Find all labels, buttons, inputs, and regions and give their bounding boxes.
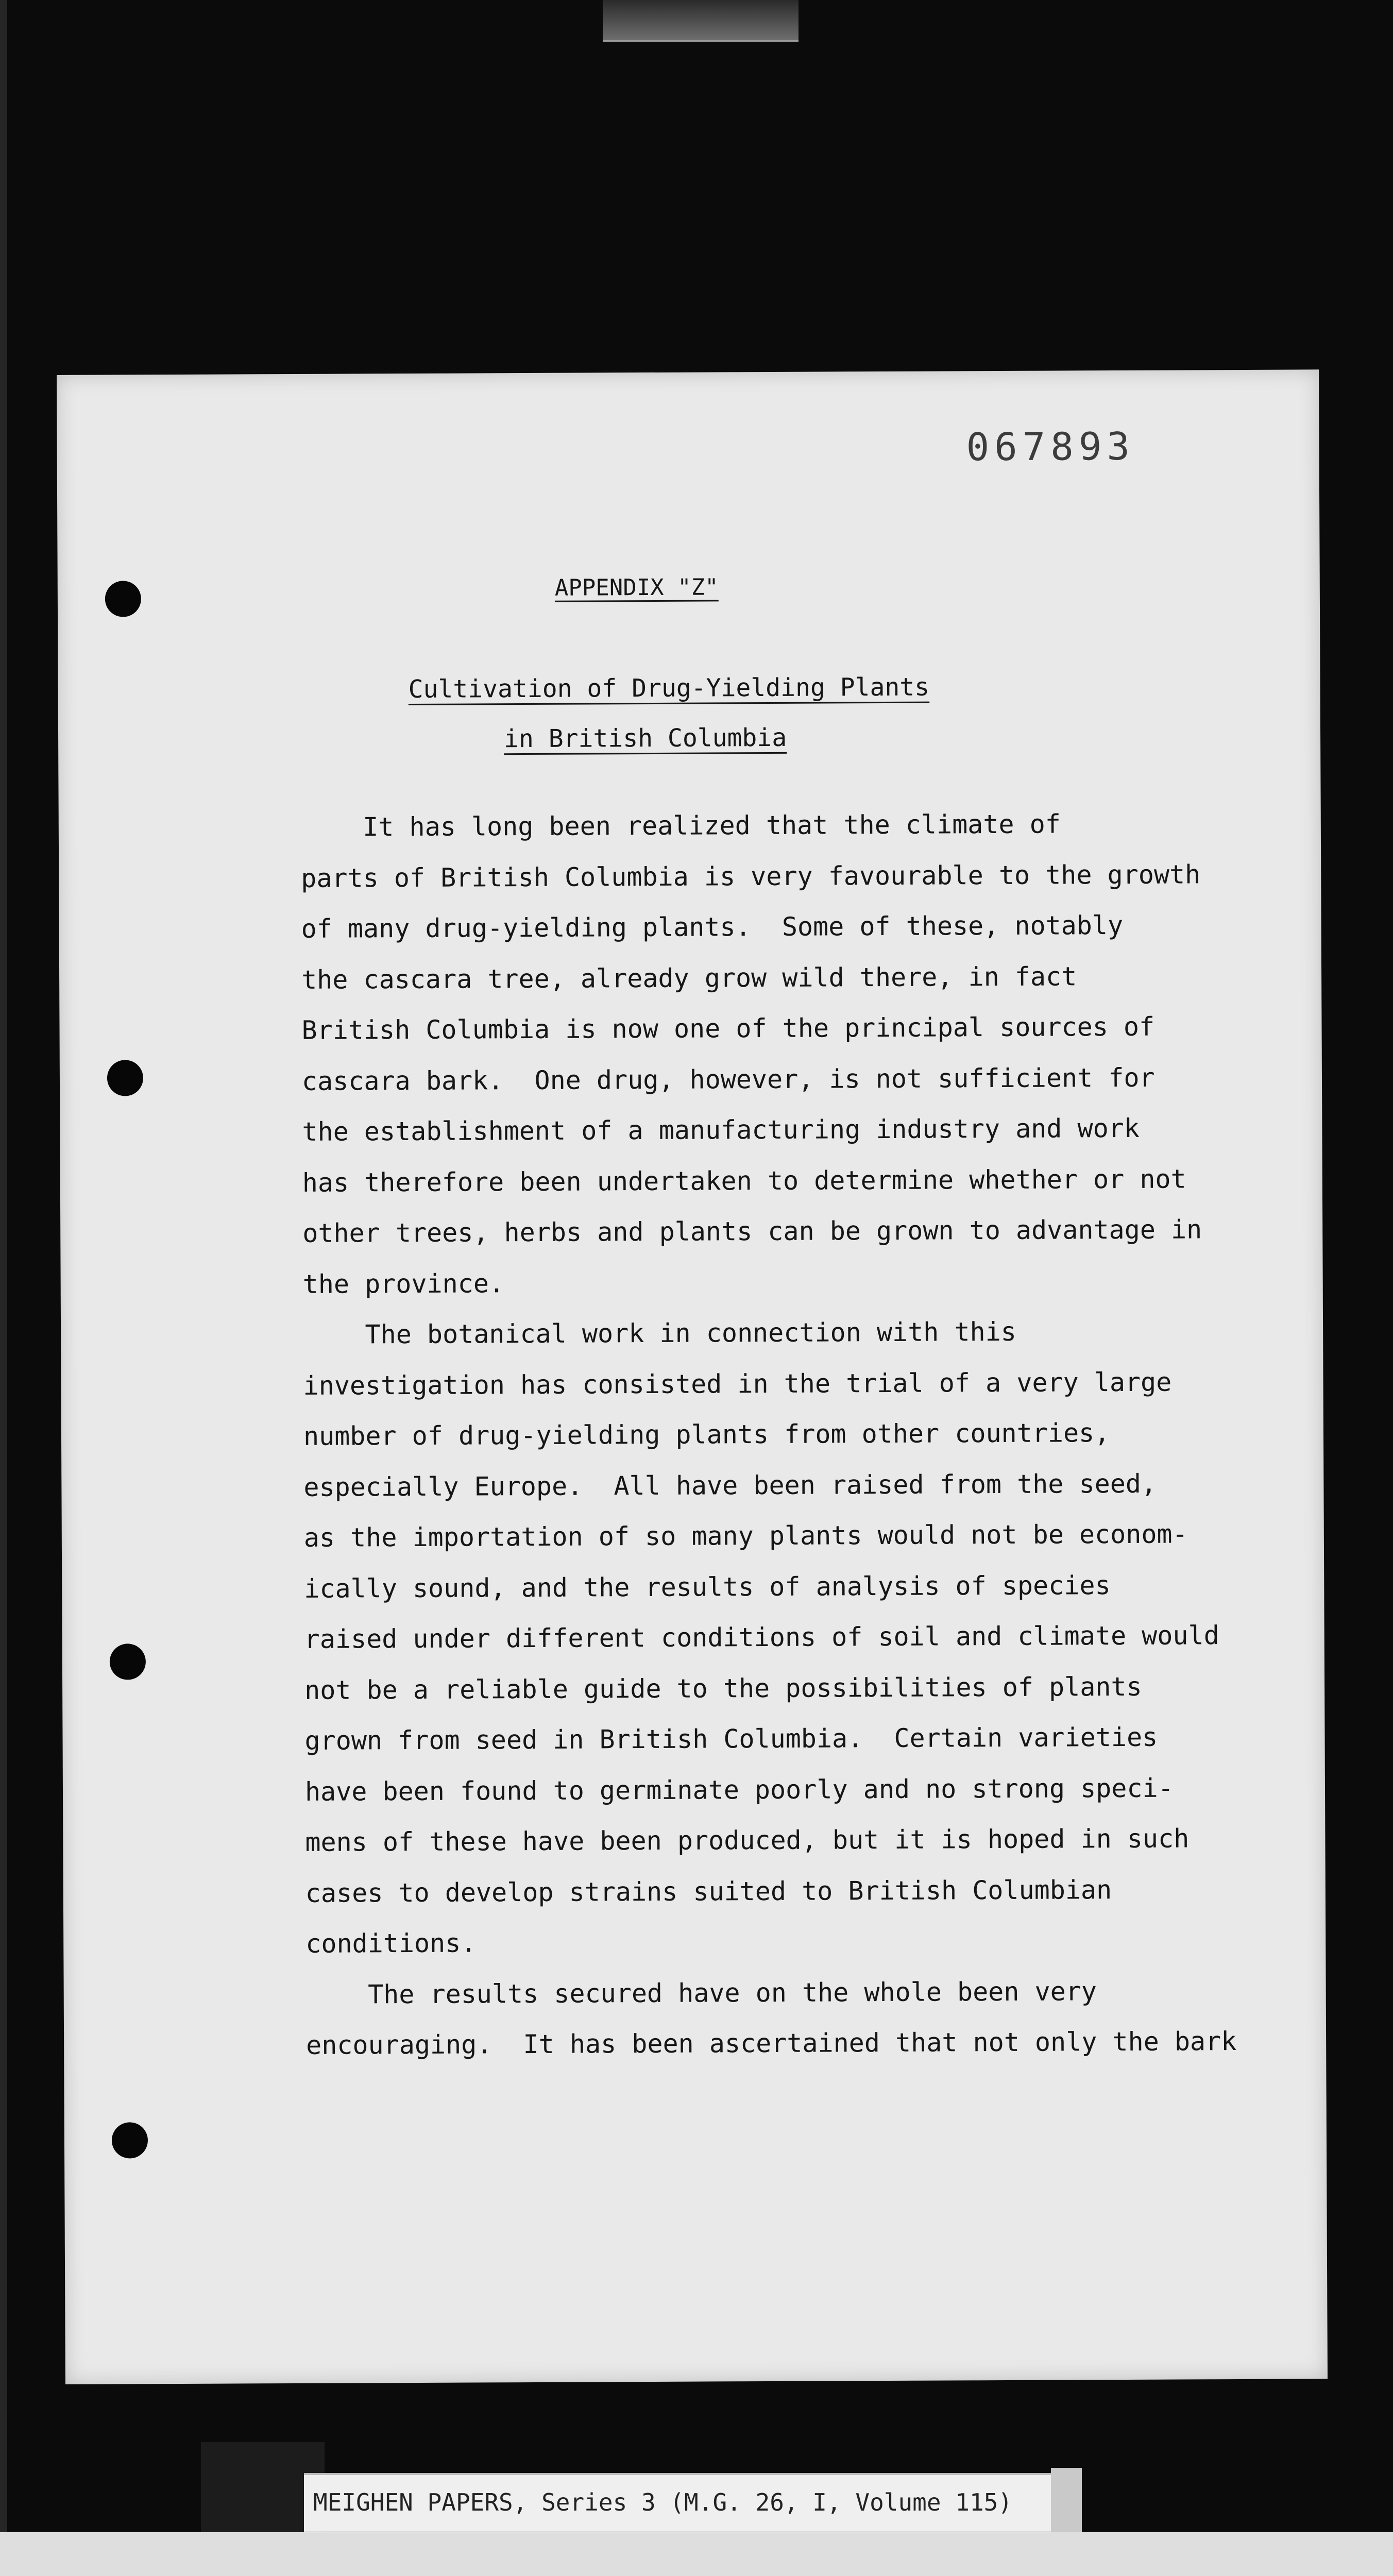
reel-label-text: MEIGHEN PAPERS, Series 3 (M.G. 26, I, Volume 115)	[313, 2488, 1013, 2516]
body-text-line: not be a reliable guide to the possibilities of plants	[304, 1671, 1142, 1705]
body-text-line: The botanical work in connection with this	[303, 1316, 1016, 1350]
body-text-line: British Columbia is now one of the principal sources of	[301, 1011, 1155, 1045]
body-text-line: The results secured have on the whole been very	[305, 1976, 1097, 2010]
body-text-line: the cascara tree, already grow wild there, in fact	[301, 961, 1077, 995]
film-leader-tab	[603, 0, 799, 42]
reel-label-strip	[304, 2473, 1077, 2532]
body-text-line: cascara bark. One drug, however, is not sufficient for	[301, 1062, 1155, 1096]
film-edge	[0, 0, 7, 2576]
body-text-line: investigation has consisted in the trial of a very large	[303, 1367, 1172, 1401]
body-text-line: of many drug-yielding plants. Some of these, notably	[301, 910, 1124, 944]
body-text-line: parts of British Columbia is very favourable to the growth	[301, 859, 1201, 893]
punch-hole	[112, 2122, 148, 2158]
body-text-line: the province.	[302, 1268, 505, 1299]
punch-hole	[107, 1060, 143, 1096]
body-text-line: have been found to germinate poorly and no strong speci-	[304, 1773, 1174, 1807]
punch-hole	[105, 581, 141, 617]
document-title-line-2: in British Columbia	[503, 723, 787, 754]
document-number: 067893	[966, 424, 1135, 470]
document-title-line-1: Cultivation of Drug-Yielding Plants	[408, 672, 930, 704]
body-text-line: number of drug-yielding plants from other countries,	[303, 1418, 1110, 1451]
body-text-line: has therefore been undertaken to determine whether or not	[302, 1163, 1186, 1198]
body-text-line: mens of these have been produced, but it is hoped in such	[305, 1823, 1190, 1857]
body-text-line: It has long been realized that the climate of	[300, 809, 1061, 842]
body-text-line: conditions.	[305, 1928, 477, 1959]
body-text-line: as the importation of so many plants would not be econom-	[303, 1519, 1188, 1553]
body-text-line: the establishment of a manufacturing industry and work	[302, 1113, 1140, 1147]
body-text-line: raised under different conditions of soil and climate would	[304, 1620, 1219, 1654]
body-text-line: cases to develop strains suited to British Columbian	[305, 1874, 1112, 1908]
body-text-line: grown from seed in British Columbia. Certain varieties	[304, 1722, 1158, 1756]
body-text-line: encouraging. It has been ascertained that not only the bark	[306, 2026, 1237, 2060]
archive-title-card	[0, 2532, 1393, 2576]
body-text-line: especially Europe. All have been raised from the seed,	[303, 1468, 1157, 1502]
punch-hole	[110, 1643, 146, 1680]
body-text-line: other trees, herbs and plants can be grown to advantage in	[302, 1214, 1202, 1248]
body-text-line: ically sound, and the results of analysis of species	[304, 1570, 1111, 1604]
typed-document-page	[57, 369, 1328, 2384]
appendix-heading: APPENDIX "Z"	[554, 574, 719, 601]
